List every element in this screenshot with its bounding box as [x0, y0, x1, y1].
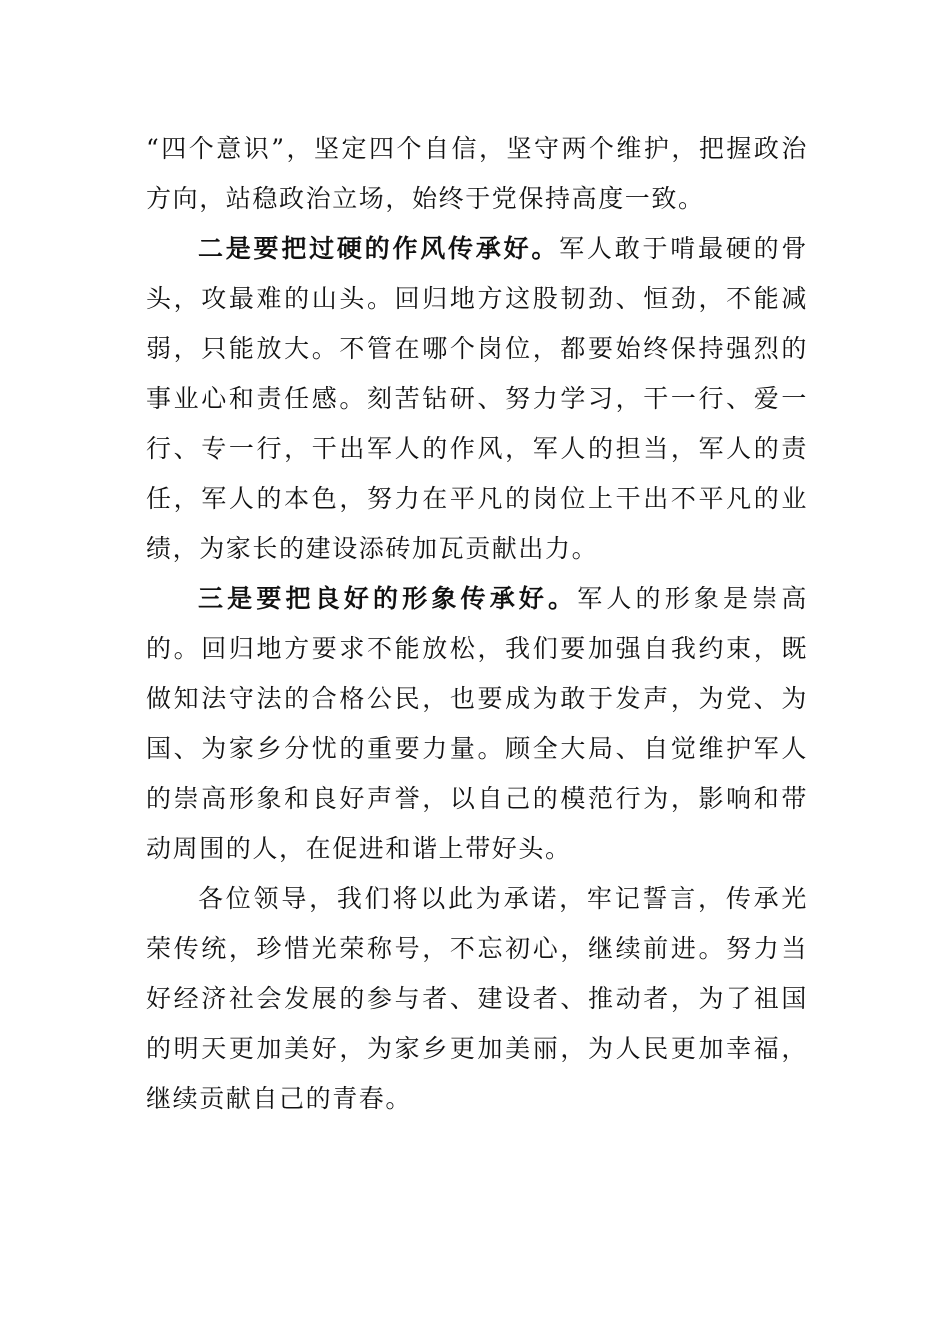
- document-body: [146, 124, 808, 1124]
- paragraph-style-inheritance: [146, 224, 808, 574]
- paragraph-image-inheritance: [146, 574, 808, 874]
- paragraph-text: 军人的形象是崇高的。回归地方要求不能放松，我们要加强自我约束，既做知法守法的合格公民，也要成为敢于发声，为党、为国、为家乡分忧的重要力量。顾全大局、自觉维护军人的崇高形象和良好声誉，以自己的模范行为，影响和带动周围的人，在促进和谐上带好头。: [146, 584, 808, 863]
- paragraph-lead-heading: 二是要把过硬的作风传承好。: [198, 234, 560, 263]
- paragraph-lead-heading: 三是要把良好的形象传承好。: [198, 584, 578, 613]
- paragraph-text: 各位领导，我们将以此为承诺，牢记誓言，传承光荣传统，珍惜光荣称号，不忘初心，继续前进。努力当好经济社会发展的参与者、建设者、推动者，为了祖国的明天更加美好，为家乡更加美丽，为人民更加幸福，继续贡献自己的青春。: [146, 884, 808, 1113]
- paragraph-text: 军人敢于啃最硬的骨头，攻最难的山头。回归地方这股韧劲、恒劲，不能减弱，只能放大。不管在哪个岗位，都要始终保持强烈的事业心和责任感。刻苦钻研、努力学习，干一行、爱一行、专一行，干出军人的作风，军人的担当，军人的责任，军人的本色，努力在平凡的岗位上干出不平凡的业绩，为家长的建设添砖加瓦贡献出力。: [146, 234, 808, 563]
- paragraph-closing: [146, 874, 808, 1124]
- paragraph-text: “四个意识”，坚定四个自信，坚守两个维护，把握政治方向，站稳政治立场，始终于党保持高度一致。: [146, 134, 808, 213]
- paragraph-continuation: [146, 124, 808, 224]
